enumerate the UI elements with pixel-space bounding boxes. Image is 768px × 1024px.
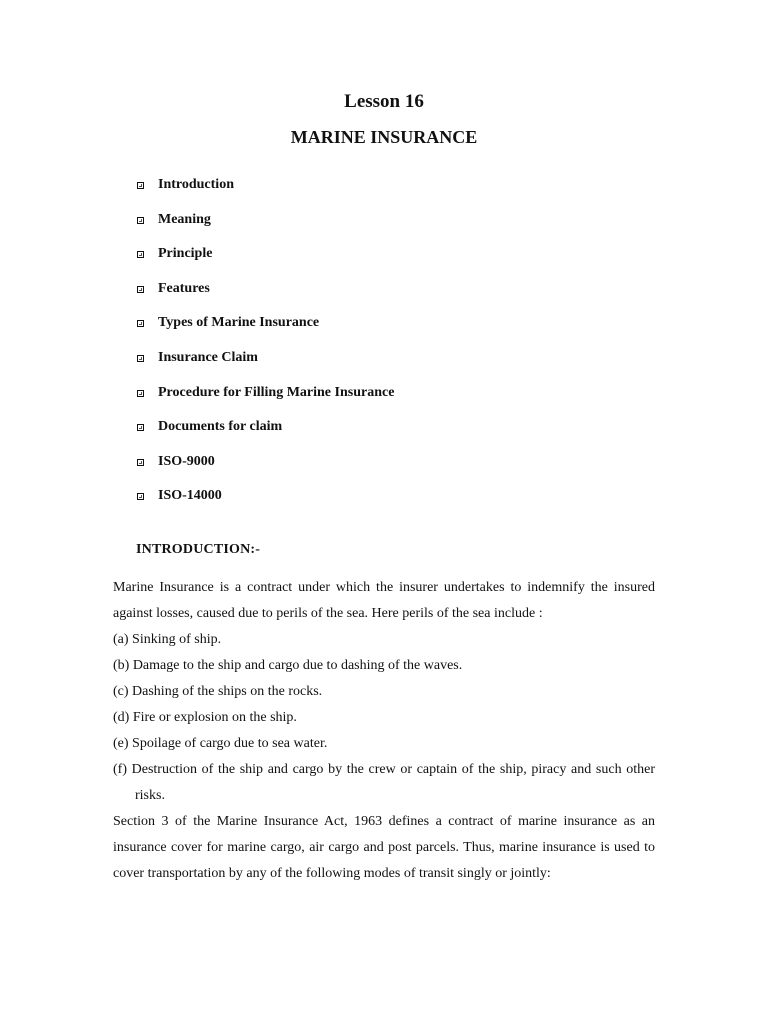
topic-label: Introduction [158,177,234,192]
section-paragraph: Section 3 of the Marine Insurance Act, 1963 defines a contract of marine insurance as an insurance cover for marine cargo, air cargo and post parcels. Thus, marine insurance is used to cover transportation by any of the following modes of transit singly or jointly: [113,814,655,881]
topic-item-types [135,312,394,347]
topic-label: ISO-9000 [158,453,215,469]
peril-item: (d) Fire or explosion on the ship. [113,710,297,725]
square-bullet-icon [137,424,144,431]
topic-label: Documents for claim [158,419,283,435]
square-bullet-icon [137,217,144,224]
topic-item-introduction [135,174,394,209]
topic-item-iso-9000 [135,451,394,486]
body-text [113,575,655,887]
peril-item: (f) Destruction of the ship and cargo by the crew or captain of the ship, piracy and such other risks. [113,762,655,803]
topic-item-procedure [135,382,394,417]
topic-item-iso-14000 [135,485,394,520]
topic-label: Procedure for Filling Marine Insurance [158,384,395,400]
square-bullet-icon [137,286,144,293]
section-heading: INTRODUCTION:- [136,542,261,557]
topic-item-insurance-claim [135,347,394,382]
topic-label: Principle [158,246,213,262]
topic-item-features [135,278,394,313]
topic-list [135,174,394,520]
topic-label: Insurance Claim [158,349,258,365]
square-bullet-icon [137,390,144,397]
square-bullet-icon [137,251,144,258]
lesson-title: Lesson 16 [344,91,424,112]
topic-label: Features [158,280,210,296]
peril-item: (c) Dashing of the ships on the rocks. [113,684,323,699]
peril-item: (a) Sinking of ship. [113,632,222,647]
topic-item-meaning [135,209,394,244]
peril-item: (e) Spoilage of cargo due to sea water. [113,736,328,751]
topic-item-documents [135,416,394,451]
square-bullet-icon [137,182,144,189]
square-bullet-icon [137,320,144,327]
topic-label: Meaning [158,211,211,227]
square-bullet-icon [137,459,144,466]
topic-label: ISO-14000 [158,488,222,504]
peril-item: (b) Damage to the ship and cargo due to dashing of the waves. [113,658,463,673]
square-bullet-icon [137,355,144,362]
intro-paragraph: Marine Insurance is a contract under which the insurer undertakes to indemnify the insured against losses, caused due to perils of the sea. Here perils of the sea include : [113,580,655,621]
document-title: MARINE INSURANCE [290,127,478,147]
square-bullet-icon [137,493,144,500]
topic-label: Types of Marine Insurance [158,315,320,331]
topic-item-principle [135,243,394,278]
